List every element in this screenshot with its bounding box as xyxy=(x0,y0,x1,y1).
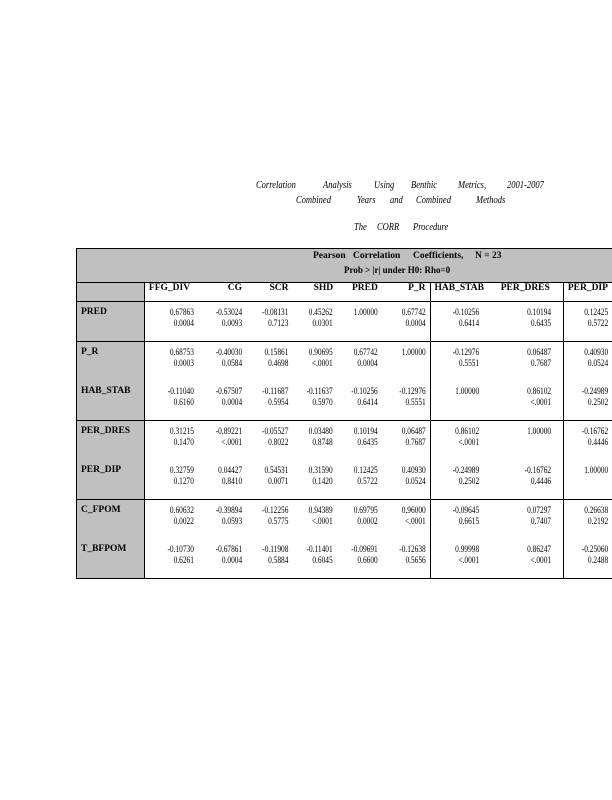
header-subtitle: Prob > |r| under H0: Rho=0 xyxy=(344,265,451,275)
coefficient-value: 1.00000 xyxy=(454,386,479,396)
p-value: 0.1270 xyxy=(173,476,194,486)
correlation-cell xyxy=(246,539,292,579)
correlation-cell xyxy=(430,421,497,461)
table-header xyxy=(77,249,612,283)
row-label: P_R xyxy=(77,342,145,382)
p-value xyxy=(506,437,550,448)
coefficient-value: 0.26638 xyxy=(584,505,608,515)
correlation-cell xyxy=(198,342,246,382)
table-row xyxy=(77,539,612,579)
p-value: 0.5722 xyxy=(357,476,378,486)
p-value: 0.0004 xyxy=(221,555,243,565)
coefficient-value: 0.40930 xyxy=(584,347,608,357)
p-value: 0.0022 xyxy=(173,516,194,526)
p-value: 0.5551 xyxy=(405,397,426,407)
p-value: <.0001 xyxy=(530,555,551,565)
correlation-cell xyxy=(292,460,337,500)
correlation-cell xyxy=(246,381,292,421)
coefficient-value: 0.67742 xyxy=(401,307,426,317)
coefficient-value: -0.16762 xyxy=(524,465,551,475)
title-word: Methods xyxy=(476,195,506,206)
coefficient-value: -0.67861 xyxy=(215,544,243,554)
p-value: 0.0002 xyxy=(357,516,378,526)
correlation-cell xyxy=(382,421,430,461)
coefficient-value: -0.10256 xyxy=(351,386,378,396)
coefficient-value: -0.12638 xyxy=(399,544,426,554)
coefficient-value: -0.09645 xyxy=(452,505,479,515)
correlation-cell xyxy=(563,500,612,540)
p-value: 0.1420 xyxy=(312,476,334,486)
coefficient-value: 0.31215 xyxy=(169,426,194,436)
p-value xyxy=(390,358,426,369)
column-header: HAB_STAB xyxy=(430,283,497,302)
coefficient-value: -0.12976 xyxy=(452,347,479,357)
correlation-cell xyxy=(144,500,197,540)
coefficient-value: -0.12976 xyxy=(399,386,426,396)
row-label: T_BFPOM xyxy=(77,539,145,579)
correlation-cell xyxy=(382,460,430,500)
correlation-cell xyxy=(198,539,246,579)
p-value: 0.0004 xyxy=(173,318,194,328)
p-value: 0.7123 xyxy=(268,318,289,328)
column-header: CG xyxy=(198,283,246,302)
coefficient-value: 0.10194 xyxy=(526,307,551,317)
correlation-cell xyxy=(144,342,197,382)
correlation-cell xyxy=(563,302,612,342)
coefficient-value: 0.40930 xyxy=(401,465,426,475)
coefficient-value: 0.90695 xyxy=(309,347,334,357)
table-row xyxy=(77,500,612,540)
correlation-cell xyxy=(292,381,337,421)
p-value: 0.4446 xyxy=(530,476,551,486)
p-value: 0.0301 xyxy=(312,318,334,328)
correlation-cell xyxy=(497,302,564,342)
coefficient-value: 1.00000 xyxy=(584,465,608,475)
coefficient-value: 0.69795 xyxy=(353,505,378,515)
row-label: PER_DRES xyxy=(77,421,145,461)
correlation-cell xyxy=(430,539,497,579)
p-value: <.0001 xyxy=(457,555,479,565)
title-word: and xyxy=(390,195,403,206)
correlation-cell xyxy=(198,500,246,540)
correlation-cell xyxy=(497,460,564,500)
table-row xyxy=(77,421,612,461)
title-word: Correlation xyxy=(256,180,296,191)
p-value: <.0001 xyxy=(221,437,243,447)
correlation-cell xyxy=(497,342,564,382)
correlation-cell xyxy=(337,381,382,421)
correlation-cell xyxy=(198,381,246,421)
correlation-cell xyxy=(337,539,382,579)
correlation-cell xyxy=(144,302,197,342)
p-value: 0.2502 xyxy=(587,397,608,407)
p-value: 0.1470 xyxy=(173,437,194,447)
correlation-cell xyxy=(198,460,246,500)
p-value: <.0001 xyxy=(530,397,551,407)
coefficient-value: 0.32759 xyxy=(169,465,194,475)
p-value: <.0001 xyxy=(457,437,479,447)
p-value: 0.8748 xyxy=(312,437,334,447)
coefficient-value: 0.12425 xyxy=(353,465,378,475)
correlation-cell xyxy=(292,421,337,461)
p-value: 0.0593 xyxy=(221,516,243,526)
p-value: 0.0004 xyxy=(357,358,378,368)
coefficient-value: 0.54531 xyxy=(264,465,289,475)
p-value: 0.7687 xyxy=(530,358,551,368)
p-value: 0.0524 xyxy=(405,476,426,486)
p-value: 0.5775 xyxy=(268,516,289,526)
coefficient-value: 0.06487 xyxy=(401,426,426,436)
p-value: 0.6045 xyxy=(312,555,334,565)
row-label: HAB_STAB xyxy=(77,381,145,421)
coefficient-value: -0.09691 xyxy=(351,544,378,554)
p-value: 0.0524 xyxy=(587,358,608,368)
column-header: FFG_DIV xyxy=(144,283,197,302)
coefficient-value: -0.24989 xyxy=(452,465,479,475)
correlation-cell xyxy=(430,460,497,500)
coefficient-value: 0.96000 xyxy=(401,505,426,515)
correlation-cell xyxy=(246,302,292,342)
correlation-cell xyxy=(563,342,612,382)
correlation-cell xyxy=(198,302,246,342)
coefficient-value: -0.24989 xyxy=(581,386,608,396)
title-word: CORR xyxy=(377,222,400,233)
p-value xyxy=(344,318,377,329)
correlation-cell xyxy=(144,421,197,461)
correlation-cell xyxy=(430,302,497,342)
correlation-cell xyxy=(563,460,612,500)
p-value: 0.5551 xyxy=(458,358,479,368)
correlation-cell xyxy=(144,460,197,500)
column-header: SHD xyxy=(292,283,337,302)
title-word: Years xyxy=(357,195,376,206)
coefficient-value: 0.06487 xyxy=(526,347,551,357)
p-value: <.0001 xyxy=(312,358,334,368)
p-value: 0.0004 xyxy=(221,397,243,407)
correlation-cell xyxy=(430,500,497,540)
p-value: 0.4446 xyxy=(587,437,608,447)
coefficient-value: -0.08131 xyxy=(262,307,289,317)
coefficient-value: -0.16762 xyxy=(581,426,608,436)
coefficient-value: 0.15861 xyxy=(264,347,289,357)
p-value: 0.5884 xyxy=(268,555,289,565)
coefficient-value: -0.25060 xyxy=(581,544,608,554)
correlation-cell xyxy=(144,539,197,579)
coefficient-value: -0.11637 xyxy=(306,386,334,396)
coefficient-value: -0.10730 xyxy=(167,544,194,554)
column-header: SCR xyxy=(246,283,292,302)
table-row xyxy=(77,302,612,342)
p-value: 0.0093 xyxy=(221,318,243,328)
p-value: 0.0004 xyxy=(405,318,426,328)
correlation-cell xyxy=(246,421,292,461)
coefficient-value: 0.12425 xyxy=(584,307,608,317)
column-header: PRED xyxy=(337,283,382,302)
correlation-cell xyxy=(198,421,246,461)
correlation-cell xyxy=(430,381,497,421)
p-value: 0.6160 xyxy=(173,397,194,407)
correlation-cell xyxy=(246,500,292,540)
row-label: PRED xyxy=(77,302,145,342)
header-word: Correlation xyxy=(353,251,401,261)
p-value: 0.5954 xyxy=(268,397,289,407)
p-value: 0.6435 xyxy=(357,437,378,447)
p-value: 0.2488 xyxy=(587,555,608,565)
correlation-cell xyxy=(497,421,564,461)
p-value xyxy=(439,397,478,408)
table-row xyxy=(77,381,612,421)
column-header: P_R xyxy=(382,283,430,302)
correlation-cell xyxy=(144,381,197,421)
p-value: 0.2192 xyxy=(587,516,608,526)
coefficient-value: -0.10256 xyxy=(452,307,479,317)
coefficient-value: 0.68753 xyxy=(169,347,194,357)
coefficient-value: 0.86247 xyxy=(526,544,551,554)
correlation-cell xyxy=(337,342,382,382)
row-label: PER_DIP xyxy=(77,460,145,500)
correlation-cell xyxy=(430,342,497,382)
coefficient-value: -0.11040 xyxy=(167,386,194,396)
p-value: 0.6435 xyxy=(530,318,551,328)
coefficient-value: 0.10194 xyxy=(353,426,378,436)
header-word: Pearson xyxy=(313,251,346,261)
table-row xyxy=(77,460,612,500)
correlation-cell xyxy=(382,381,430,421)
title-word: Combined xyxy=(296,195,331,206)
p-value: 0.2502 xyxy=(458,476,479,486)
correlation-cell xyxy=(563,539,612,579)
p-value: 0.8022 xyxy=(268,437,289,447)
coefficient-value: -0.67507 xyxy=(215,386,243,396)
coefficient-value: 0.04427 xyxy=(218,465,243,475)
coefficient-value: 1.00000 xyxy=(401,347,426,357)
title-word: 2001-2007 xyxy=(507,180,544,191)
p-value: 0.6600 xyxy=(357,555,378,565)
table-row xyxy=(77,342,612,382)
coefficient-value: 0.86102 xyxy=(454,426,479,436)
correlation-cell xyxy=(292,500,337,540)
coefficient-value: 0.86102 xyxy=(526,386,551,396)
coefficient-value: 0.67742 xyxy=(353,347,378,357)
title-word: Using xyxy=(374,180,395,191)
coefficient-value: -0.11908 xyxy=(262,544,289,554)
coefficient-value: 0.31590 xyxy=(309,465,334,475)
coefficient-value: 0.03480 xyxy=(309,426,334,436)
coefficient-value: -0.11687 xyxy=(262,386,289,396)
coefficient-value: -0.05527 xyxy=(262,426,289,436)
correlation-cell xyxy=(382,302,430,342)
coefficient-value: 1.00000 xyxy=(526,426,551,436)
coefficient-value: 0.07297 xyxy=(526,505,551,515)
title-word: The xyxy=(354,222,367,233)
coefficient-value: 1.00000 xyxy=(353,307,378,317)
title-word: Benthic xyxy=(411,180,437,191)
p-value: <.0001 xyxy=(404,516,426,526)
p-value: 0.7687 xyxy=(405,437,426,447)
correlation-cell xyxy=(337,302,382,342)
column-header: PER_DRES xyxy=(497,283,564,302)
title-word: Analysis xyxy=(323,180,352,191)
coefficient-value: -0.89221 xyxy=(215,426,243,436)
coefficient-value: 0.45262 xyxy=(309,307,334,317)
p-value: 0.0071 xyxy=(268,476,289,486)
row-label: C_FPOM xyxy=(77,500,145,540)
correlation-cell xyxy=(382,342,430,382)
coefficient-value: 0.60632 xyxy=(169,505,194,515)
p-value: 0.6414 xyxy=(458,318,479,328)
correlation-cell xyxy=(337,460,382,500)
p-value: 0.6414 xyxy=(357,397,378,407)
correlation-cell xyxy=(292,342,337,382)
correlation-table xyxy=(76,248,612,579)
coefficient-value: -0.40030 xyxy=(215,347,243,357)
p-value: 0.0003 xyxy=(173,358,194,368)
p-value: 0.6615 xyxy=(458,516,479,526)
coefficient-value: -0.12256 xyxy=(262,505,289,515)
title-word: Procedure xyxy=(413,222,449,233)
p-value: 0.8410 xyxy=(221,476,243,486)
p-value xyxy=(572,476,608,487)
correlation-cell xyxy=(246,460,292,500)
p-value: 0.5970 xyxy=(312,397,334,407)
coefficient-value: 0.99998 xyxy=(454,544,479,554)
correlation-cell xyxy=(563,421,612,461)
title-word: Combined xyxy=(416,195,451,206)
p-value: 0.6261 xyxy=(173,555,194,565)
correlation-cell xyxy=(292,302,337,342)
header-word: Coefficients, xyxy=(413,251,464,261)
correlation-cell xyxy=(382,500,430,540)
p-value: 0.0584 xyxy=(221,358,243,368)
p-value: <.0001 xyxy=(312,516,334,526)
coefficient-value: 0.94389 xyxy=(309,505,334,515)
p-value: 0.7407 xyxy=(530,516,551,526)
correlation-cell xyxy=(497,381,564,421)
corner-cell xyxy=(77,283,145,302)
correlation-cell xyxy=(337,421,382,461)
correlation-cell xyxy=(563,381,612,421)
coefficient-value: -0.39894 xyxy=(215,505,243,515)
correlation-cell xyxy=(292,539,337,579)
correlation-cell xyxy=(337,500,382,540)
correlation-cell xyxy=(497,500,564,540)
header-word: N = 23 xyxy=(475,251,502,261)
p-value: 0.4698 xyxy=(268,358,289,368)
coefficient-value: 0.67863 xyxy=(169,307,194,317)
p-value: 0.5722 xyxy=(587,318,608,328)
correlation-cell xyxy=(246,342,292,382)
coefficient-value: -0.53024 xyxy=(215,307,243,317)
correlation-cell xyxy=(497,539,564,579)
title-word: Metrics, xyxy=(458,180,487,191)
correlation-cell xyxy=(382,539,430,579)
column-header: PER_DIP xyxy=(563,283,612,302)
p-value: 0.5656 xyxy=(405,555,426,565)
coefficient-value: -0.11401 xyxy=(306,544,334,554)
